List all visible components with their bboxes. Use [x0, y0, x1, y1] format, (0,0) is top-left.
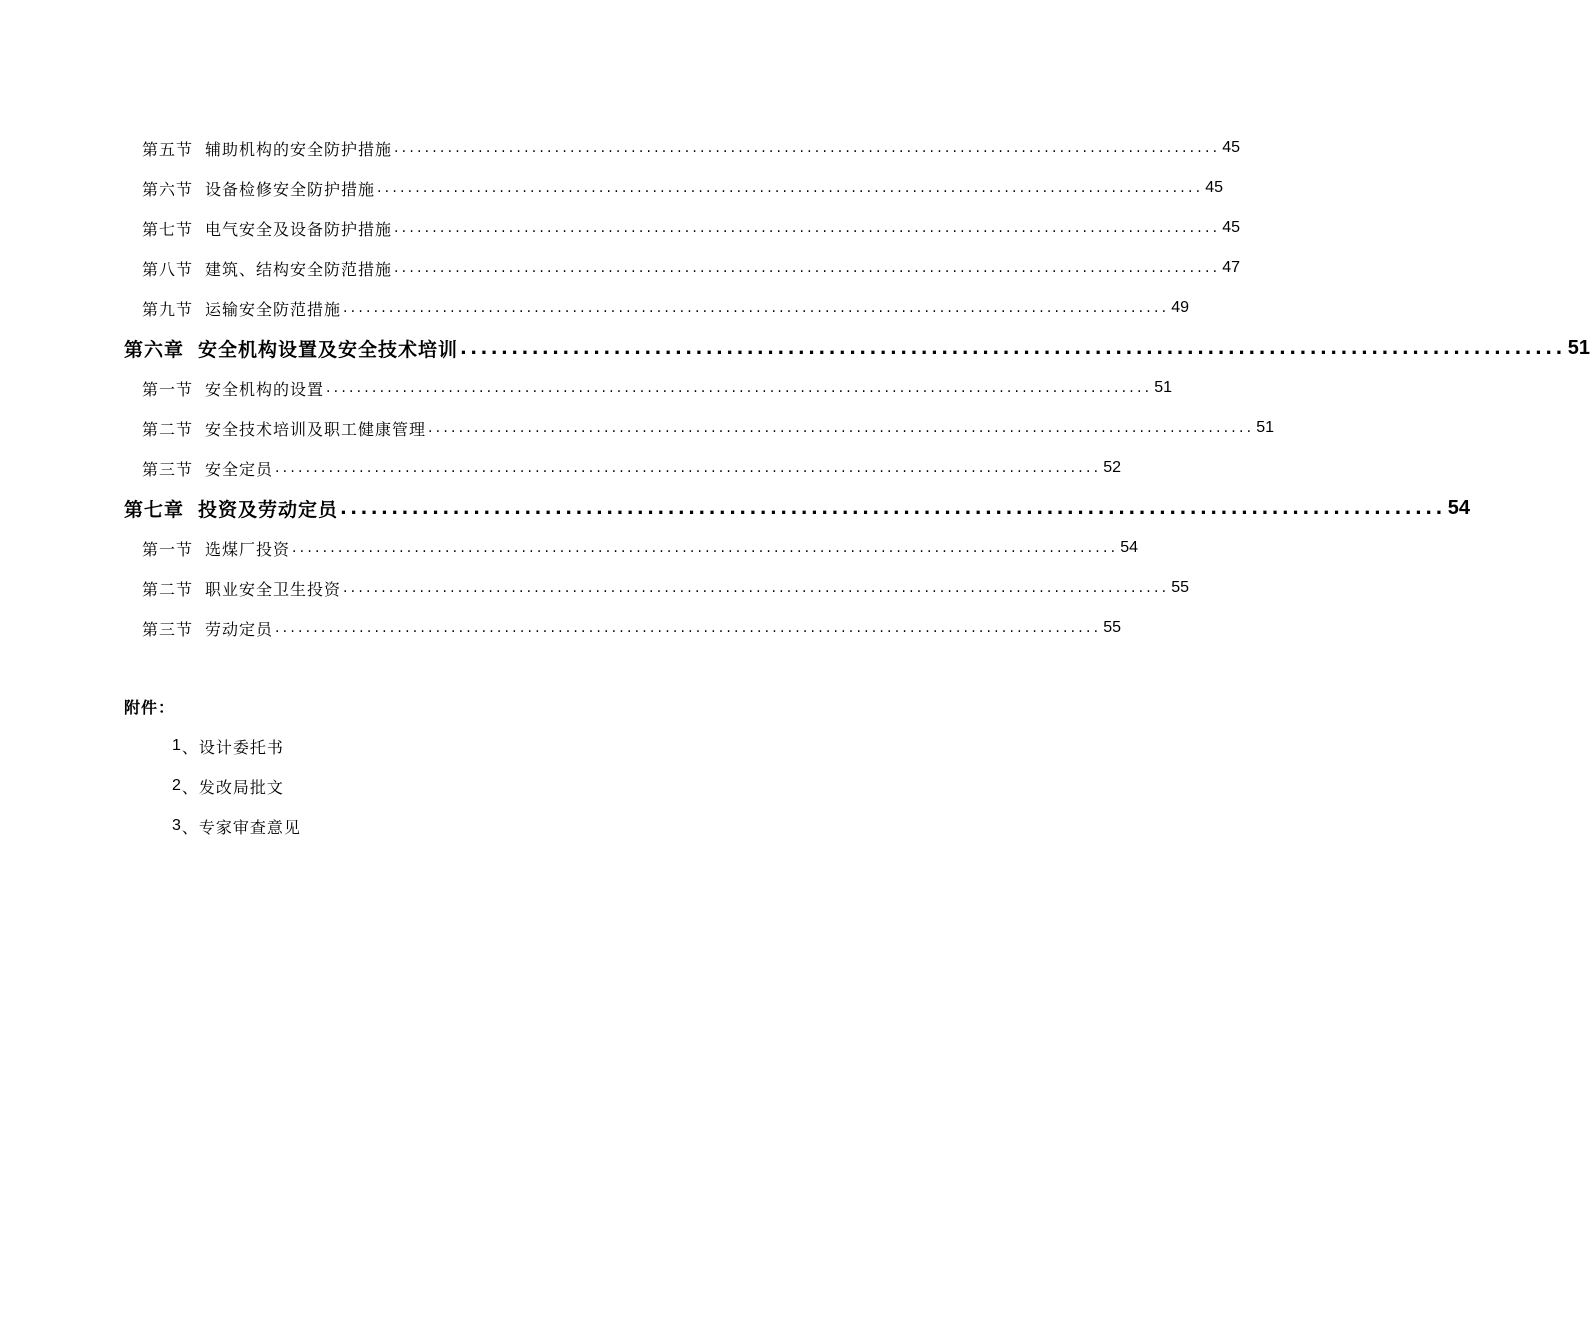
toc-entry-page: 45 [1222, 139, 1241, 156]
toc-entry-title: 运输安全防范措施 [205, 299, 342, 319]
toc-entry[interactable] [142, 568, 1190, 608]
toc-entry-label [142, 577, 341, 600]
toc-entry-label [142, 537, 290, 560]
attachment-text: 发改局批文 [198, 777, 284, 797]
toc-entry-number: 第六节 [142, 179, 194, 199]
dot-leader: ............................................................................................................ [343, 580, 1170, 596]
dot-leader: ............................................................................................................ [394, 140, 1221, 156]
toc-chapter-number: 第六章 [124, 338, 185, 361]
toc-entry-page: 49 [1171, 299, 1190, 316]
toc-entry[interactable] [142, 288, 1190, 328]
toc-entry-page: 45 [1222, 219, 1241, 236]
attachment-item[interactable] [172, 806, 301, 846]
toc-entry-number: 第二节 [142, 579, 194, 599]
dot-leader: ............................................................................................................ [460, 337, 1566, 359]
toc-entry-label [142, 377, 324, 400]
toc-entry[interactable] [142, 608, 1122, 648]
toc-chapter-entry[interactable] [124, 328, 1590, 368]
attachment-separator: 、 [181, 737, 199, 757]
toc-entry-page: 54 [1120, 539, 1139, 556]
attachment-item[interactable] [172, 766, 301, 806]
toc-entry-page: 55 [1171, 579, 1190, 596]
toc-entry-number: 第一节 [142, 379, 194, 399]
dot-leader: ............................................................................................................ [394, 220, 1221, 236]
toc-entry-title: 安全定员 [205, 459, 274, 479]
toc-entry-page: 51 [1256, 419, 1275, 436]
dot-leader: ............................................................................................................ [292, 540, 1119, 556]
dot-leader: ............................................................................................................ [428, 420, 1255, 436]
toc-entry[interactable] [142, 128, 1241, 168]
attachment-index: 1 [172, 737, 182, 754]
toc-entry-title: 电气安全及设备防护措施 [205, 219, 393, 239]
toc-chapter-title: 安全机构设置及安全技术培训 [198, 338, 459, 361]
toc-entry-title: 安全技术培训及职工健康管理 [205, 419, 427, 439]
toc-entry-label [142, 217, 392, 240]
dot-leader: ............................................................................................................ [343, 300, 1170, 316]
toc-entry-title: 建筑、结构安全防范措施 [205, 259, 393, 279]
toc-entry-number: 第三节 [142, 459, 194, 479]
attachment-separator: 、 [181, 817, 199, 837]
dot-leader: ............................................................................................................ [275, 620, 1102, 636]
toc-entry-label [142, 457, 273, 480]
toc-entry-number: 第一节 [142, 539, 194, 559]
toc-entry-title: 辅助机构的安全防护措施 [205, 139, 393, 159]
toc-entry-page: 55 [1103, 619, 1122, 636]
toc-entry-number: 第八节 [142, 259, 194, 279]
toc-entry-number: 第五节 [142, 139, 194, 159]
toc-entry-title: 安全机构的设置 [205, 379, 325, 399]
toc-chapter-page: 54 [1447, 496, 1470, 519]
toc-entry[interactable] [142, 168, 1224, 208]
toc-entry-title: 劳动定员 [205, 619, 274, 639]
toc-entry-page: 51 [1154, 379, 1173, 396]
toc-entry-page: 52 [1103, 459, 1122, 476]
dot-leader: ............................................................................................................ [394, 260, 1221, 276]
toc-chapter-entry[interactable] [124, 488, 1470, 528]
dot-leader: ............................................................................................................ [275, 460, 1102, 476]
toc-entry-page: 47 [1222, 259, 1241, 276]
toc-entry[interactable] [142, 448, 1122, 488]
attachment-index: 3 [172, 817, 182, 834]
toc-entry[interactable] [142, 248, 1241, 288]
toc-entry-label [142, 257, 392, 280]
toc-entry[interactable] [142, 208, 1241, 248]
toc-entry-label [142, 617, 273, 640]
attachments-heading: 附件： [124, 698, 176, 717]
toc-chapter-number: 第七章 [124, 498, 185, 521]
attachment-index: 2 [172, 777, 182, 794]
toc-entry[interactable] [142, 368, 1173, 408]
toc-entry-title: 设备检修安全防护措施 [205, 179, 376, 199]
toc-entry-number: 第三节 [142, 619, 194, 639]
toc-entry-label [124, 495, 338, 522]
dot-leader: ............................................................................................................ [326, 380, 1153, 396]
dot-leader: ............................................................................................................ [377, 180, 1204, 196]
toc-entry-page: 45 [1205, 179, 1224, 196]
toc-chapter-title: 投资及劳动定员 [198, 498, 339, 521]
attachment-separator: 、 [181, 777, 199, 797]
toc-entry-label [142, 177, 375, 200]
toc-entry[interactable] [142, 528, 1139, 568]
toc-entry-number: 第二节 [142, 419, 194, 439]
toc-entry-number: 第九节 [142, 299, 194, 319]
attachments-list [172, 726, 301, 846]
toc-entry-number: 第七节 [142, 219, 194, 239]
toc-entry-label [142, 417, 426, 440]
toc-entry-title: 选煤厂投资 [205, 539, 291, 559]
toc-entry-label [142, 137, 392, 160]
attachment-text: 设计委托书 [198, 737, 284, 757]
toc-entry-title: 职业安全卫生投资 [205, 579, 342, 599]
toc-entry-label [142, 297, 341, 320]
dot-leader: ............................................................................................................ [340, 497, 1446, 519]
attachment-text: 专家审查意见 [198, 817, 301, 837]
table-of-contents [0, 128, 1590, 648]
toc-chapter-page: 51 [1567, 336, 1590, 359]
attachment-item[interactable] [172, 726, 301, 766]
toc-entry[interactable] [142, 408, 1275, 448]
toc-entry-label [124, 335, 458, 362]
